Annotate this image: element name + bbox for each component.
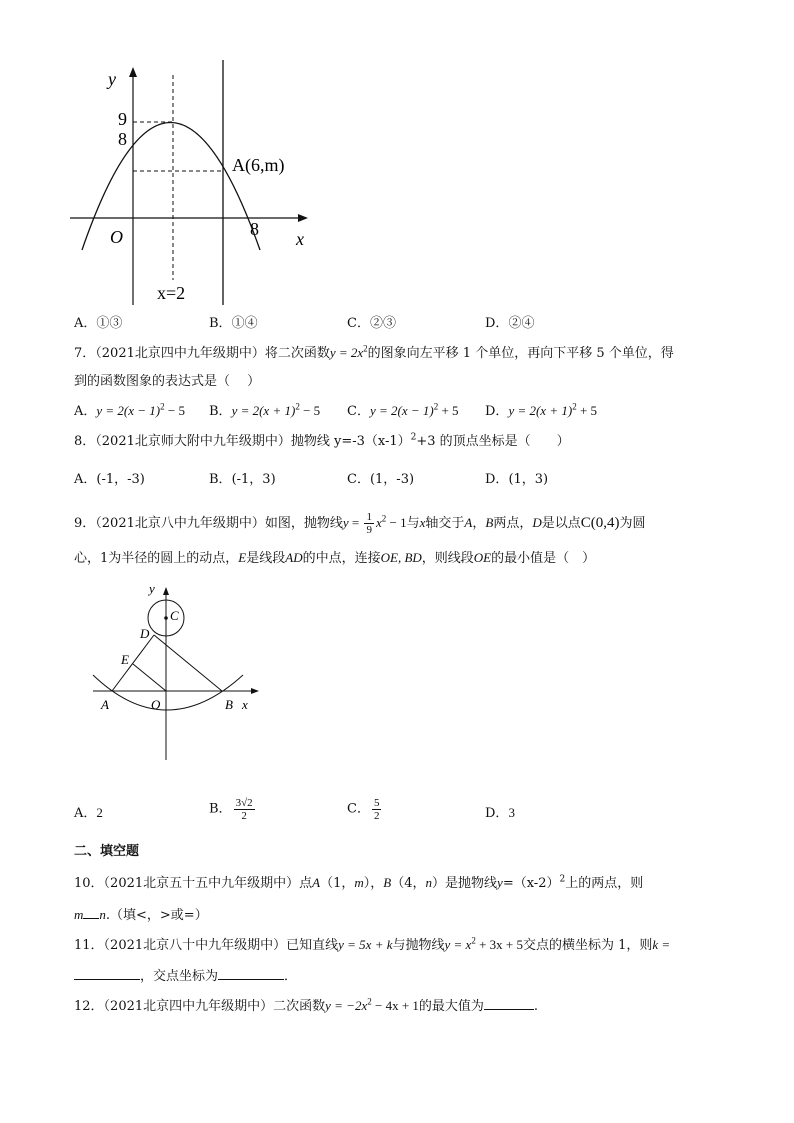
q9-D-label: D — [140, 626, 150, 641]
q11-point-blank[interactable] — [218, 967, 284, 980]
q6-option-b[interactable]: B．①④ — [209, 316, 258, 331]
x-axis-label: x — [296, 229, 304, 249]
q10-answer-blank[interactable] — [83, 906, 99, 919]
q9-A-label: A — [101, 697, 109, 712]
q11-line2: ，交点坐标为 ． — [74, 967, 297, 985]
q9-stem-line2: 心，1为半径的圆上的动点，E是线段AD的中点，连接OE, BD，则线段OE的最小值是（ ） — [74, 550, 596, 566]
parabola-graph-figure — [60, 55, 320, 310]
q10-line1: 10．（2021北京五十五中九年级期中）点A（1，m），B（4，n）是抛物线$y=(x-2)^2$上的两点，则 — [74, 874, 644, 891]
q7-option-a[interactable]: A．$y = 2(x - 1)^2 - 5$ — [74, 401, 185, 419]
q8-option-b[interactable]: B．(-1，3) — [209, 472, 276, 487]
y-axis-label: y — [108, 69, 116, 89]
point-A-label: A(6,m) — [232, 155, 285, 175]
q9-y-label: y — [149, 581, 155, 596]
q9-parabola — [93, 675, 243, 710]
q9-O-label: O — [151, 697, 161, 712]
q7-stem-line2: 到的函数图象的表达式是（ ） — [74, 374, 261, 389]
q6-option-a[interactable]: A．①③ — [74, 316, 123, 331]
q6-option-c[interactable]: C．②③ — [347, 316, 396, 331]
q7-stem-line1: 7．（2021北京四中九年级期中）将二次函数$y = 2x^2$的图象向左平移 1 个单位，再向下平移 5 个单位，得 — [74, 343, 674, 361]
segment-OE — [133, 664, 166, 691]
segment-AD — [112, 635, 154, 691]
q9-stem-line1: 9．（2021北京八中九年级期中）如图，抛物线y = $\frac{1}{9}$ $x^2 - 1$与x轴交于A，B两点，D是以点C(0,4)为圆 — [74, 511, 646, 536]
q9-x-label: x — [242, 697, 248, 712]
q11-line1: 11．（2021北京八十中九年级期中）已知直线y = 5x + k与抛物线$y = x^2 + 3x + 5$交点的横坐标为 1，则k = — [74, 935, 671, 953]
label-8-x: 8 — [250, 219, 259, 239]
q9-center-point — [164, 616, 168, 620]
q9-B-label: B — [225, 697, 233, 712]
q11-k-blank[interactable] — [74, 967, 140, 980]
q9-C-label: C — [170, 608, 179, 623]
q7-option-b[interactable]: B．$y = 2(x + 1)^2 - 5$ — [209, 401, 321, 419]
section-title-fill-in: 二、填空题 — [74, 844, 140, 859]
q9-E-label: E — [121, 652, 129, 667]
q9-option-c[interactable]: C． $\frac{5}{2}$ — [347, 797, 380, 822]
origin-label: O — [110, 227, 123, 247]
q9-figure — [85, 575, 270, 765]
q9-y-axis-arrow — [163, 587, 169, 595]
q7-option-c[interactable]: C．$y = 2(x - 1)^2 + 5$ — [347, 401, 459, 419]
q8-option-c[interactable]: C．(1，-3) — [347, 472, 415, 487]
q9-x-axis-arrow — [251, 688, 259, 694]
segment-DB — [154, 635, 222, 691]
parabola-curve — [82, 123, 260, 251]
q9-option-b[interactable]: B． $\frac{3√2}{2}$ — [209, 797, 253, 822]
q12-answer-blank[interactable] — [484, 997, 534, 1010]
q9-option-a[interactable]: A．2 — [74, 805, 103, 821]
q6-option-d[interactable]: D．②④ — [485, 316, 535, 331]
y-axis-arrow — [129, 67, 137, 77]
axis-line-label: x=2 — [157, 283, 186, 303]
x-axis-arrow — [298, 214, 308, 222]
label-8-y: 8 — [118, 129, 127, 149]
q7-option-d[interactable]: D．$y = 2(x + 1)^2 + 5$ — [485, 401, 598, 419]
q8-option-d[interactable]: D．(1，3) — [485, 472, 549, 487]
label-9: 9 — [118, 109, 127, 129]
q12-line1: 12．（2021北京四中九年级期中）二次函数$y = -2x^2 - 4x + 1$的最大值为 . — [74, 996, 539, 1014]
q8-stem: 8．（2021北京师大附中九年级期中）抛物线 $y=-3(x-1)^2+3$ 的顶点坐标是（ ） — [74, 432, 570, 449]
q8-option-a[interactable]: A．(-1，-3) — [74, 472, 145, 487]
q10-line2: m n.（填<，>或=） — [74, 907, 208, 923]
q9-option-d[interactable]: D．3 — [485, 805, 515, 821]
